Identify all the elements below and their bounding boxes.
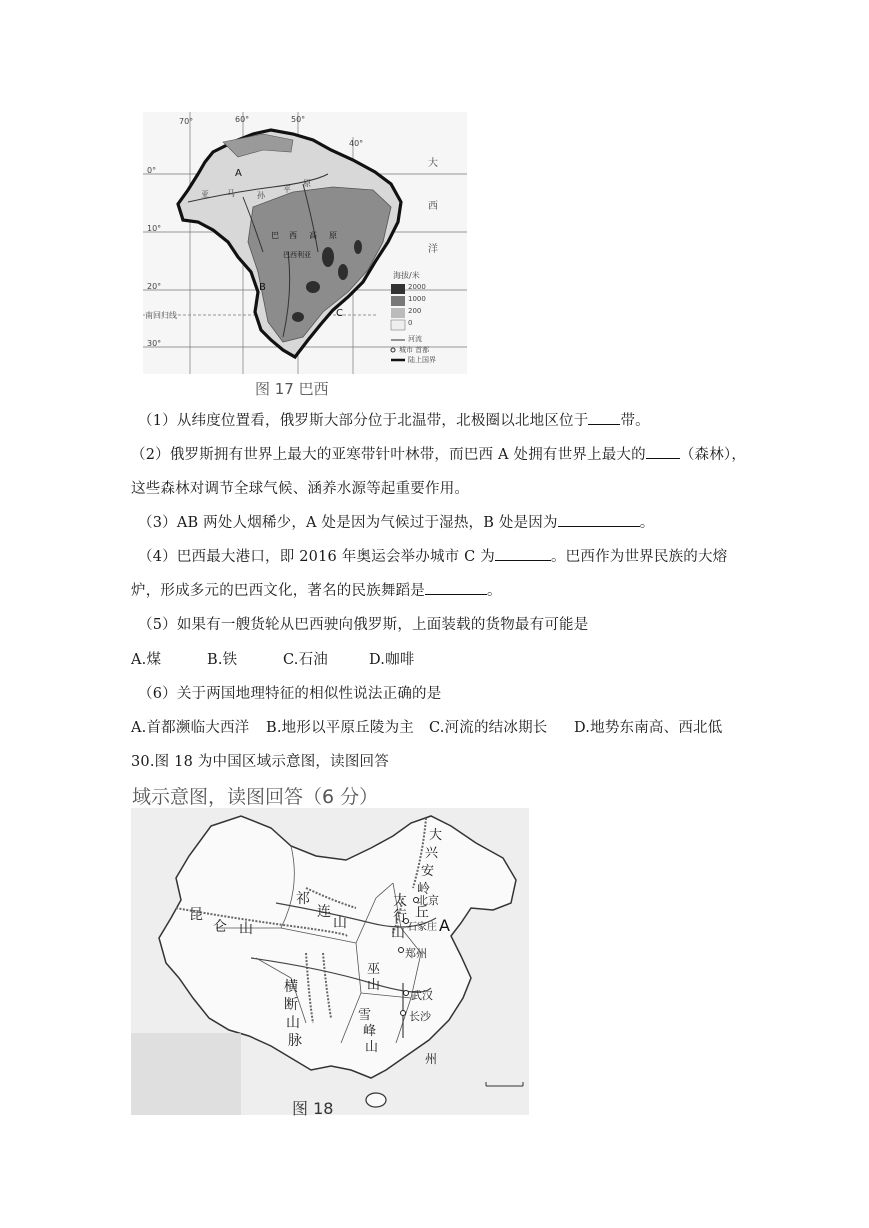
- question-suffix: （森林），: [679, 447, 747, 463]
- xuefeng-label: 山: [365, 1040, 379, 1055]
- wushan-label: 巫: [367, 962, 381, 977]
- question-text: （1）从纬度位置看，俄罗斯大部分位于北温带，北极圈以北地区位于: [138, 413, 589, 429]
- ocean-char: 洋: [428, 244, 438, 255]
- question-2-line2: 这些森林对调节全球气候、涵养水源等起重要作用。: [131, 481, 470, 497]
- question-4: [138, 545, 727, 566]
- kunlun-label: 山: [239, 921, 253, 937]
- question-suffix: 。: [639, 515, 655, 531]
- question-text: （3）AB 两处人烟稀少，A 处是因为气候过于湿热，B 处是因为: [138, 515, 558, 531]
- amazon-label: 原: [303, 179, 311, 188]
- hengduan-label: 横: [284, 979, 298, 995]
- city-changsha: 长沙: [409, 1010, 431, 1023]
- hengduan-label: 山: [286, 1015, 300, 1031]
- kunlun-label: 昆: [189, 907, 203, 923]
- figure-17-caption: 图 17 巴西: [255, 380, 329, 398]
- city-guangzhou: 州: [425, 1052, 438, 1066]
- kunlun-label: 仑: [213, 919, 227, 935]
- amazon-label: 马: [227, 189, 235, 198]
- legend-title: 海拔/米: [393, 271, 420, 280]
- lat-label: 0°: [147, 166, 157, 175]
- question-text: （2）俄罗斯拥有世界上最大的亚寒带针叶林带，而巴西 A 处拥有世界上最大的: [131, 447, 646, 463]
- legend-border: 陆上国界: [408, 356, 436, 364]
- qilian-label: 祁: [296, 891, 310, 907]
- q5-option-d[interactable]: D.咖啡: [369, 652, 415, 668]
- q5-option-a[interactable]: A.煤: [131, 652, 162, 668]
- hengduan-label: 脉: [288, 1033, 302, 1049]
- question-30: 30.图 18 为中国区域示意图，读图回答: [131, 754, 389, 770]
- china-map: [131, 808, 529, 1115]
- taihang-label: 山: [391, 925, 405, 941]
- qilian-label: 山: [333, 915, 347, 931]
- city-beijing: 北京: [417, 894, 439, 907]
- question-5: （5）如果有一艘货轮从巴西驶向俄罗斯，上面装载的货物最有可能是: [138, 617, 589, 633]
- lon-label: 50°: [291, 115, 306, 124]
- amazon-label: 亚: [201, 190, 209, 199]
- answer-blank[interactable]: [495, 546, 551, 561]
- hengduan-label: 断: [284, 997, 298, 1013]
- answer-blank[interactable]: [425, 580, 487, 595]
- point-a-label: A: [235, 168, 242, 179]
- question-3: [138, 511, 654, 532]
- point-a-label: A: [439, 916, 450, 935]
- plateau-label: 高: [309, 231, 317, 240]
- legend-level: 200: [408, 307, 422, 315]
- legend-level: 2000: [408, 283, 426, 291]
- legend-city: 城市 首都: [399, 346, 430, 354]
- brazil-map: [143, 112, 467, 374]
- question-text: （4）巴西最大港口，即 2016 年奥运会举办城市 C 为: [138, 549, 495, 565]
- taihang-label: 行: [393, 909, 407, 925]
- amazon-label: 平: [283, 185, 291, 194]
- ocean-char: 大: [428, 158, 438, 169]
- q6-option-a[interactable]: A.首都濒临大西洋: [131, 720, 250, 736]
- lat-label: 10°: [147, 224, 162, 233]
- xuefeng-label: 雪: [358, 1008, 372, 1023]
- xuefeng-label: 峰: [363, 1024, 377, 1039]
- tropic-label: 南回归线: [145, 311, 177, 320]
- plateau-label: 西: [289, 231, 297, 240]
- city-wuhan: 武汉: [411, 989, 433, 1002]
- question-suffix: 。: [487, 583, 502, 599]
- question-6: （6）关于两国地理特征的相似性说法正确的是: [138, 686, 442, 702]
- figure-18-caption: 图 18: [292, 1099, 334, 1118]
- lon-label: 70°: [179, 117, 194, 126]
- city-shijiazhuang: 石家庄: [407, 922, 437, 933]
- question-middle: 。巴西作为世界民族的大熔: [550, 549, 728, 565]
- ocean-char: 西: [428, 201, 438, 212]
- daxinganling-label: 大: [429, 828, 443, 843]
- china-map-header: 域示意图，读图回答（6 分）: [132, 786, 379, 808]
- q6-option-b[interactable]: B.地形以平原丘陵为主: [266, 720, 414, 736]
- daxinganling-label: 兴: [425, 846, 439, 861]
- point-c-label: C: [336, 308, 343, 319]
- lat-label: 20°: [147, 282, 162, 291]
- q5-option-b[interactable]: B.铁: [207, 652, 238, 668]
- lat-label: 30°: [147, 339, 162, 348]
- q6-option-c[interactable]: C.河流的结冰期长: [429, 720, 548, 736]
- point-b-label: B: [259, 282, 266, 293]
- question-1: [138, 409, 650, 430]
- taihang-label: 太: [393, 893, 407, 909]
- legend-level: 0: [408, 319, 413, 327]
- question-4-line2: [131, 579, 502, 600]
- answer-blank[interactable]: [646, 444, 680, 459]
- plateau-label: 原: [329, 231, 337, 240]
- legend-river: 河流: [408, 335, 422, 343]
- answer-blank[interactable]: [558, 512, 640, 527]
- answer-blank[interactable]: [588, 410, 620, 425]
- q6-option-d[interactable]: D.地势东南高、西北低: [574, 720, 723, 736]
- daxinganling-label: 安: [421, 864, 435, 879]
- question-2: [131, 443, 746, 464]
- city-zhengzhou: 郑州: [405, 947, 427, 960]
- amazon-label: 孙: [257, 191, 265, 200]
- daxinganling-label: 岭: [417, 882, 431, 897]
- qilian-label: 连: [317, 904, 331, 920]
- capital-label: 巴西利亚: [283, 251, 311, 259]
- china-map-drawing: [131, 808, 529, 1115]
- question-suffix: 带。: [620, 413, 650, 429]
- q5-option-c[interactable]: C.石油: [283, 652, 328, 668]
- plateau-label: 巴: [271, 231, 279, 240]
- hill-label: 丘: [415, 905, 429, 921]
- lon-label: 40°: [349, 139, 364, 148]
- wushan-label: 山: [367, 978, 381, 993]
- legend-level: 1000: [408, 295, 426, 303]
- question-text: 炉，形成多元的巴西文化，著名的民族舞蹈是: [131, 583, 425, 599]
- lon-label: 60°: [235, 115, 250, 124]
